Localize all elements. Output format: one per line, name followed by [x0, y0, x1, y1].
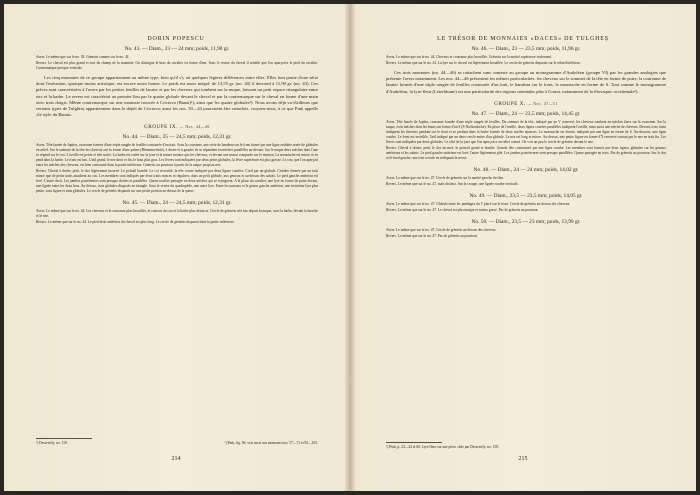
footnotes-right: [386, 436, 666, 450]
group-range: — Nos. 47—51: [527, 101, 558, 106]
paragraph-group-commentary: Ces trois monnaies (no. 44—46) se rattachent sans conteste au groupe au monogramme d'Audoléon (groupe VI) par les grandes analogies que présente l'avers notamment. Les nos. 44—46 présentent les mêmes particularités: les cheveux sur le sommet de la tête en forme de poire, la couronne de laurier formée d'une triple rangée de feuilles contourée d'un trait, le bandeau sur le front, la moustache en forme de S. Tout comme le monogramme d'Audoléon, la lyre-fleur (Leierblume) est une particularité des régions orientales plus à l'ouest, notamment de la Slovaquie occidentale¹).: [386, 70, 666, 94]
coin-revers-44: Revers. Cheval à droite, petit, le dos légèrement incurvé. Le poitrail bombé. Le col recourbé, la tête courte indiquée par deux lignes courbes. L'œil par un globule. Crinière formée par un trait mince que de petits traits attachent au cou. Les membres sont indiqués par deux traits minces et réguliers, dans un petit globule, aux genoux et au-dessus des sabots. Le pied gauche antérieur est levé. L'autre droit. Les jambes postérieures sont presque droites et parallèles. Queue touffue partagée en deux mèches qui se rejoignent. A la place du cavalier, une lyre en forme de point devant, une lignée entre les deux bras. Au-dessus, trois globules disposés en triangle. Sous le ventre du quadrupède, une autre lyre. Entre les naseaux et le genou gauche antérieur, une troisième lyre plus petite, sans figure et sans globules. Le cercle de grènetis disparait sur une petite portion au-dessus de la queue.: [36, 169, 318, 194]
coin-revers-47: Revers. Cheval à droite; petit, le dos incurvé, le poitrail grand et bombé. Grande tête contournée par une ligne courbe. Les membres sont formés par deux lignes; globules sur les genoux antérieurs et les sabots. Le pied gauche antérieur est levé, l'autre légèrement plié. Les jambes postérieures sont presque parallèles. Queue partagée en trois. Pas de grènetis au pourtour. Sur le dos et le bord gauche, une trait oviode en indiquant la tresse.: [386, 145, 666, 160]
footnotes-left: [36, 432, 318, 446]
book-spread: [4, 4, 696, 491]
coin-avers-46: Avers. Le même que sur le no. 44. Cheveux et couronne plus brouillés. Grènetis sur la moitié supérieure seulement.: [386, 55, 553, 59]
left-page: [4, 4, 348, 491]
group-range: — Nos. 44—46: [179, 125, 210, 130]
group-title: GROUPE X.: [494, 101, 526, 107]
coin-revers-43: Revers. Le cheval est plus grand et sort du champ de la monnaie. On distingue le bras du cavalier en forme d'ane. Sous le ventre du cheval il semble que l'on aperçoive le pied du cavalier. Contremarque presque verticale.: [36, 61, 318, 70]
coin-avers-49: Avers. Le même que sur le no. 47. Globule entre les jambages du V placé sur le front. Cercle de grènetis au-dessus des cheveux.: [386, 201, 571, 206]
paragraph-group-commentary: Les cinq monnaies de ce groupe appartiennent au même type, bien qu'il s'y ait quelques légères différences entre elles. Elles font partie d'une série dont l'exécution, quoique moins artistique, est encore assez bonne. Le poids est assez inégal: de 13,55 gr. (no. 40) il descend à 11,90 gr. (no. 43). Ces pièces sont caractérisées à l'avers par les petites feuilles de laurier et par les cheveux qui tombent sur la nuque, laissant un petit espace triangulaire entre eux et la barbe. Le revers est caractérisé au premier lieu par le quatre globule devant le cheval et par la contremarque sur le cheval en forme d'une main avec trois doigts. Même contremarque sur une monnaie trouvée à Criciova (Banat)¹), ainsi que les quatre globules²). Nous avons déjà vu d'ailleurs que certains types de Tulghieș appartiennent dans le dépôt de Criciova; aussi les nos. 39—43 pourraient être rattachés, croyons-nous, à ce que Pink appelle «le style du Banat».: [36, 75, 318, 118]
coin-revers-50: Revers. Le même que sur le no. 47. Pas de grènetis au pourtour.: [386, 233, 478, 238]
coin-heading-50: No. 50. — Diam., 23,5 — 23 mm; poids, 13,90 gr.: [471, 218, 581, 225]
page-number-right: 215: [518, 456, 528, 462]
coin-avers-45: Avers. Le même que sur le no. 44. Les cheveux et la couronne plus brouillés, le contour du cou et la barbe plus distincts. Cercle de grènetis très bas depuis la nuque, sous la barbe, devant la bouche et le nez.: [36, 209, 318, 219]
coin-heading-45: No. 45. — Diam., 24 — 24,5 mm; poids, 12,31 gr.: [122, 200, 232, 207]
left-page-content: [36, 42, 318, 226]
coin-revers-49: Revers. Le même que sur le no. 47. Le cheval est plus maigre et mieux gravé. Pas de grènetis au pourtour.: [386, 207, 539, 212]
footnote-row: [36, 441, 318, 446]
footnote-2: ²) Pink, fig. 56; voir aussi nos monnaies nos. 57—71 et 92—103.: [224, 441, 318, 445]
coin-revers-45: Revers. Le même que sur le no. 44. Le pied droit antérieur du cheval est plus long. Le cercle de grènetis disparait dans la partie inférieure.: [36, 220, 235, 225]
footnote-1: ¹) Pink, p. 23—24 et 66. Lyre-fleur sur une pièce citée par Dessewffy, no. 158.: [386, 445, 499, 449]
right-page: [350, 4, 696, 491]
footnote-rule: [36, 438, 92, 439]
coin-heading-47: No. 47. — Diam., 24 — 23,5 mm; poids, 14,45 gr.: [471, 110, 581, 117]
group-heading-ix: [36, 125, 318, 130]
group-title: GROUPE IX.: [144, 125, 178, 131]
running-head-right: LE TRÉSOR DE MONNAIES «DACES» DE TULGHEȘ: [437, 36, 609, 42]
page-number-left: 214: [171, 456, 181, 462]
right-page-content: [386, 42, 666, 240]
coin-heading-46: No. 46. — Diam., 23 — 23,5 mm; poids, 11,96 gr.: [471, 46, 581, 52]
coin-revers-46: Revers. Le même que sur le no. 44. La lyre sur le cheval est légèrement brouillée. Le cercle de grènetis disparait sur le rebord inférieur.: [386, 61, 581, 65]
coin-heading-48: No. 48. — Diam., 24 — 24 mm; poids, 14,02 gr.: [473, 166, 579, 173]
coin-avers-44: Avers. Tête laurée de Jupiter, couronne formée d'une triple rangée de feuilles contourée d'un trait. Sous la couronne, une série de bandeau sur le front formé par une ligne ondulée ornée de globules en relief. Sur le sommet de la tête les cheveux ont la forme d'une palme (Blumenschnitt), à droite et à gauche ils se répandent en mèches parallèles au-devant. Sur le nuque deux mèches dont l'une se répand sur le cou. L'oreille est petite et très sortie. La barbe est striée sur la joue et la nature montre que les cheveux, et devant une masse comparée sur le menton. La moustache est mince et en pend dans la barbe. Le front est bas. L'œil grand, le nez droit et fin, le bout plus gros. Les lèvres sont indiquées par deux petits globules, la lèvre supérieure est plus grosse. Le cou, que l'on aperçoit entre les mèches des cheveux, est bien contourné dans la partie inférieure. Grènetis ou pourtour à partir de la nuque jusqu'au nez.: [36, 143, 318, 168]
coin-heading-49: No. 49. — Diam., 23,5 — 23,5 mm; poids, 14,05 gr.: [469, 192, 583, 199]
coin-heading-43: No. 43. — Diam., 23 — 24 mm; poids, 11,90 gr.: [124, 46, 230, 52]
coin-avers-47: Avers. Tête laurée de Jupiter, couronne formée d'une triple rangée de feuilles. Du sommet de la tête, indiqué par un V renversé, les cheveux tombent en mèches fines sur la couronne. Sur la nuque, trois mèches dont les bouts ont forme d'un S (S-Nackenlocke). En place de l'oreille, deux lignes courbes parallèles indiquent l'oreille, mais aussi une mèche de cheveux. Devant, trois traits indiquent les cheveux pendant sur le front et se perdant dans la barbe formée de deux touffes épaisses. La moustache est étroite, indiquée par une ligne en forme de S. Au-dessous, une ligne courbe. Le front est invisible, l'œil indiqué par un deux-cercle entier d'un globule. Le nez est long et mince. Au-dessus, une petite figure en forme d'X renversé surtout par le nez en trait fin. Les lèvres sont indiquées par deux globules. Le côté de la joue que l'on aperçoit a un relief creusé. On voit un peu le cercle de grènetis devant le nez.: [386, 119, 666, 144]
coin-revers-48: Revers. Le même que sur le no. 47, mais distinct. Sur la croupe, une lignée courbe verticale.: [386, 181, 519, 186]
coin-avers-43: Avers. Le même que sur le no. 38. Grènetis comme sur le no. 42.: [36, 55, 130, 59]
footnote-rule: [386, 442, 442, 443]
coin-avers-48: Avers. Le même que sur le no. 47. Cercle de grènetis sur la moitié gauche du flan.: [386, 175, 504, 180]
group-heading-x: [386, 102, 666, 107]
coin-avers-50: Avers. Le même que sur le no. 47. Cercle de grènetis au-dessus des cheveux.: [386, 227, 497, 232]
footnote-1: ¹) Dessewffy, no. 118.: [36, 441, 68, 445]
running-head-left: DORIN POPESCU: [147, 36, 205, 42]
coin-heading-44: No. 44. — Diam., 25 — 24,5 mm; poids, 12,31 gr.: [122, 134, 232, 141]
